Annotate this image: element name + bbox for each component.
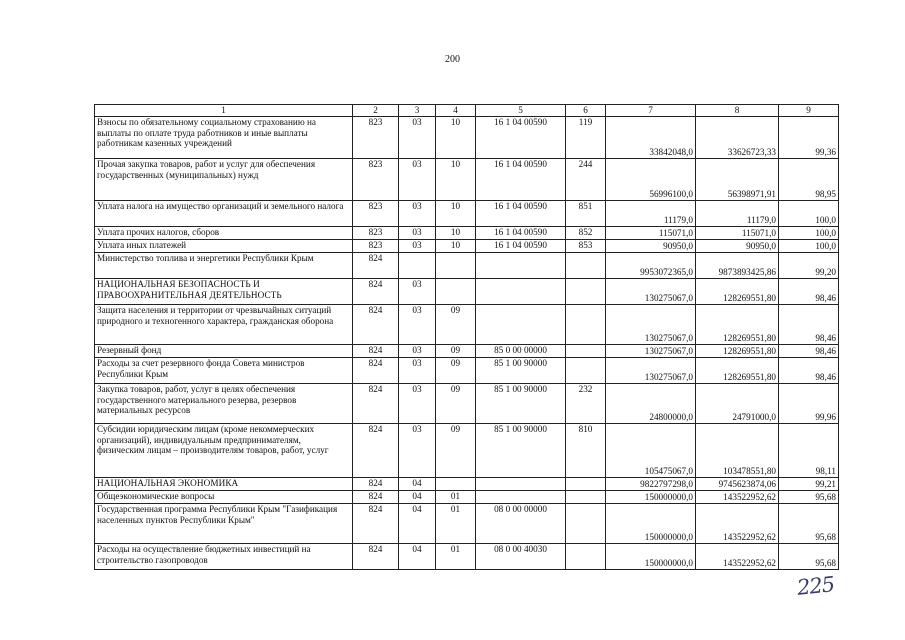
execution-percent-cell: 100,0 <box>779 201 839 227</box>
execution-percent-cell: 100,0 <box>779 240 839 253</box>
section-code-cell: 03 <box>399 240 436 253</box>
row-name-cell: Уплата иных платежей <box>95 240 353 253</box>
budget-execution-table <box>94 104 839 570</box>
header-cell: 7 <box>606 105 696 117</box>
target-item-cell <box>476 478 566 491</box>
ministry-code-cell: 823 <box>353 201 399 227</box>
section-code-cell: 03 <box>399 345 436 358</box>
row-name-cell: Взносы по обязательному социальному страхованию на выплаты по оплате труда работников и иные выплаты работникам казенных учреждений <box>95 117 353 159</box>
header-cell: 1 <box>95 105 353 117</box>
execution-percent-cell: 95,68 <box>779 504 839 544</box>
executed-amount-cell: 143522952,62 <box>696 504 779 544</box>
executed-amount-cell: 128269551,80 <box>696 345 779 358</box>
target-item-cell <box>476 491 566 504</box>
section-code-cell: 03 <box>399 305 436 345</box>
section-code-cell: 03 <box>399 384 436 424</box>
table-row <box>95 358 839 384</box>
section-code-cell: 04 <box>399 504 436 544</box>
table-row <box>95 504 839 544</box>
ministry-code-cell: 824 <box>353 491 399 504</box>
planned-amount-cell: 33842048,0 <box>606 117 696 159</box>
executed-amount-cell: 128269551,80 <box>696 279 779 305</box>
section-code-cell: 03 <box>399 117 436 159</box>
target-item-cell: 85 1 00 90000 <box>476 384 566 424</box>
page-number: 200 <box>445 54 460 65</box>
row-name-cell: Уплата прочих налогов, сборов <box>95 227 353 240</box>
section-code-cell: 03 <box>399 279 436 305</box>
target-item-cell: 85 1 00 90000 <box>476 424 566 478</box>
ministry-code-cell: 823 <box>353 240 399 253</box>
section-code-cell: 03 <box>399 227 436 240</box>
target-item-cell <box>476 253 566 279</box>
ministry-code-cell: 824 <box>353 544 399 570</box>
table-row <box>95 279 839 305</box>
subsection-code-cell: 10 <box>436 240 476 253</box>
ministry-code-cell: 823 <box>353 159 399 201</box>
planned-amount-cell: 130275067,0 <box>606 345 696 358</box>
planned-amount-cell: 130275067,0 <box>606 305 696 345</box>
header-cell: 5 <box>476 105 566 117</box>
table-row <box>95 253 839 279</box>
row-name-cell: Резервный фонд <box>95 345 353 358</box>
planned-amount-cell: 115071,0 <box>606 227 696 240</box>
header-cell: 6 <box>566 105 606 117</box>
table-row <box>95 491 839 504</box>
ministry-code-cell: 823 <box>353 227 399 240</box>
row-name-cell: Расходы за счет резервного фонда Совета министров Республики Крым <box>95 358 353 384</box>
expense-type-cell <box>566 504 606 544</box>
execution-percent-cell: 99,21 <box>779 478 839 491</box>
table-row <box>95 117 839 159</box>
expense-type-cell <box>566 544 606 570</box>
executed-amount-cell: 143522952,62 <box>696 544 779 570</box>
ministry-code-cell: 824 <box>353 424 399 478</box>
subsection-code-cell <box>436 253 476 279</box>
target-item-cell: 16 1 04 00590 <box>476 159 566 201</box>
table-row <box>95 478 839 491</box>
row-name-cell: Министерство топлива и энергетики Республики Крым <box>95 253 353 279</box>
row-name-cell: НАЦИОНАЛЬНАЯ БЕЗОПАСНОСТЬ И ПРАВООХРАНИТЕЛЬНАЯ ДЕЯТЕЛЬНОСТЬ <box>95 279 353 305</box>
executed-amount-cell: 128269551,80 <box>696 358 779 384</box>
expense-type-cell: 852 <box>566 227 606 240</box>
executed-amount-cell: 115071,0 <box>696 227 779 240</box>
executed-amount-cell: 56398971,91 <box>696 159 779 201</box>
subsection-code-cell: 10 <box>436 117 476 159</box>
executed-amount-cell: 33626723,33 <box>696 117 779 159</box>
expense-type-cell <box>566 305 606 345</box>
target-item-cell <box>476 305 566 345</box>
subsection-code-cell: 09 <box>436 345 476 358</box>
table-row <box>95 305 839 345</box>
target-item-cell: 08 0 00 40030 <box>476 544 566 570</box>
row-name-cell: Расходы на осуществление бюджетных инвестиций на строительство газопроводов <box>95 544 353 570</box>
ministry-code-cell: 824 <box>353 305 399 345</box>
expense-type-cell: 119 <box>566 117 606 159</box>
table-row <box>95 159 839 201</box>
planned-amount-cell: 9953072365,0 <box>606 253 696 279</box>
table-row <box>95 424 839 478</box>
target-item-cell: 16 1 04 00590 <box>476 201 566 227</box>
table-row <box>95 240 839 253</box>
expense-type-cell: 851 <box>566 201 606 227</box>
row-name-cell: Субсидии юридическим лицам (кроме некоммерческих организаций), индивидуальным предпринимателям, физическим лицам – производителям товаров, работ, услуг <box>95 424 353 478</box>
header-cell: 3 <box>399 105 436 117</box>
subsection-code-cell <box>436 279 476 305</box>
expense-type-cell <box>566 478 606 491</box>
planned-amount-cell: 130275067,0 <box>606 358 696 384</box>
expense-type-cell <box>566 279 606 305</box>
handwritten-page-number: 225 <box>795 572 836 600</box>
expense-type-cell: 232 <box>566 384 606 424</box>
row-name-cell: Защита населения и территории от чрезвычайных ситуаций природного и техногенного характера, гражданская оборона <box>95 305 353 345</box>
executed-amount-cell: 11179,0 <box>696 201 779 227</box>
planned-amount-cell: 150000000,0 <box>606 504 696 544</box>
execution-percent-cell: 99,20 <box>779 253 839 279</box>
target-item-cell <box>476 279 566 305</box>
executed-amount-cell: 90950,0 <box>696 240 779 253</box>
execution-percent-cell: 95,68 <box>779 544 839 570</box>
executed-amount-cell: 9873893425,86 <box>696 253 779 279</box>
ministry-code-cell: 824 <box>353 384 399 424</box>
section-code-cell: 04 <box>399 478 436 491</box>
subsection-code-cell: 01 <box>436 544 476 570</box>
executed-amount-cell: 103478551,80 <box>696 424 779 478</box>
subsection-code-cell: 10 <box>436 201 476 227</box>
execution-percent-cell: 98,46 <box>779 279 839 305</box>
target-item-cell: 16 1 04 00590 <box>476 117 566 159</box>
subsection-code-cell: 09 <box>436 384 476 424</box>
subsection-code-cell: 01 <box>436 504 476 544</box>
planned-amount-cell: 56996100,0 <box>606 159 696 201</box>
execution-percent-cell: 100,0 <box>779 227 839 240</box>
target-item-cell: 08 0 00 00000 <box>476 504 566 544</box>
table-row <box>95 227 839 240</box>
expense-type-cell <box>566 491 606 504</box>
subsection-code-cell <box>436 478 476 491</box>
planned-amount-cell: 90950,0 <box>606 240 696 253</box>
subsection-code-cell: 09 <box>436 305 476 345</box>
row-name-cell: Закупка товаров, работ, услуг в целях обеспечения государственного материального резерва, резервов материальных ресурсов <box>95 384 353 424</box>
expense-type-cell <box>566 253 606 279</box>
expense-type-cell <box>566 358 606 384</box>
execution-percent-cell: 98,95 <box>779 159 839 201</box>
target-item-cell: 85 0 00 00000 <box>476 345 566 358</box>
ministry-code-cell: 823 <box>353 117 399 159</box>
expense-type-cell <box>566 345 606 358</box>
row-name-cell: Государственная программа Республики Крым "Газификация населенных пунктов Республики Крым" <box>95 504 353 544</box>
execution-percent-cell: 98,46 <box>779 358 839 384</box>
header-cell: 9 <box>779 105 839 117</box>
executed-amount-cell: 24791000,0 <box>696 384 779 424</box>
row-name-cell: Уплата налога на имущество организаций и земельного налога <box>95 201 353 227</box>
expense-type-cell: 853 <box>566 240 606 253</box>
execution-percent-cell: 98,46 <box>779 305 839 345</box>
execution-percent-cell: 99,36 <box>779 117 839 159</box>
section-code-cell <box>399 253 436 279</box>
ministry-code-cell: 824 <box>353 504 399 544</box>
row-name-cell: Прочая закупка товаров, работ и услуг для обеспечения государственных (муниципальных) нужд <box>95 159 353 201</box>
subsection-code-cell: 10 <box>436 227 476 240</box>
table-header-row <box>95 105 839 117</box>
ministry-code-cell: 824 <box>353 478 399 491</box>
subsection-code-cell: 09 <box>436 424 476 478</box>
target-item-cell: 85 1 00 90000 <box>476 358 566 384</box>
executed-amount-cell: 143522952,62 <box>696 491 779 504</box>
section-code-cell: 03 <box>399 358 436 384</box>
table-row <box>95 345 839 358</box>
planned-amount-cell: 24800000,0 <box>606 384 696 424</box>
header-cell: 8 <box>696 105 779 117</box>
section-code-cell: 03 <box>399 201 436 227</box>
planned-amount-cell: 9822797298,0 <box>606 478 696 491</box>
target-item-cell: 16 1 04 00590 <box>476 240 566 253</box>
expense-type-cell: 244 <box>566 159 606 201</box>
header-cell: 4 <box>436 105 476 117</box>
subsection-code-cell: 10 <box>436 159 476 201</box>
table-row <box>95 384 839 424</box>
ministry-code-cell: 824 <box>353 279 399 305</box>
planned-amount-cell: 130275067,0 <box>606 279 696 305</box>
target-item-cell: 16 1 04 00590 <box>476 227 566 240</box>
subsection-code-cell: 09 <box>436 358 476 384</box>
section-code-cell: 03 <box>399 159 436 201</box>
planned-amount-cell: 150000000,0 <box>606 491 696 504</box>
planned-amount-cell: 105475067,0 <box>606 424 696 478</box>
row-name-cell: НАЦИОНАЛЬНАЯ ЭКОНОМИКА <box>95 478 353 491</box>
executed-amount-cell: 128269551,80 <box>696 305 779 345</box>
execution-percent-cell: 95,68 <box>779 491 839 504</box>
table-row <box>95 201 839 227</box>
executed-amount-cell: 9745623874,06 <box>696 478 779 491</box>
planned-amount-cell: 11179,0 <box>606 201 696 227</box>
execution-percent-cell: 99,96 <box>779 384 839 424</box>
section-code-cell: 04 <box>399 491 436 504</box>
expense-type-cell: 810 <box>566 424 606 478</box>
section-code-cell: 03 <box>399 424 436 478</box>
planned-amount-cell: 150000000,0 <box>606 544 696 570</box>
header-cell: 2 <box>353 105 399 117</box>
ministry-code-cell: 824 <box>353 253 399 279</box>
ministry-code-cell: 824 <box>353 358 399 384</box>
subsection-code-cell: 01 <box>436 491 476 504</box>
execution-percent-cell: 98,11 <box>779 424 839 478</box>
table-body <box>95 117 839 570</box>
table-row <box>95 544 839 570</box>
ministry-code-cell: 824 <box>353 345 399 358</box>
section-code-cell: 04 <box>399 544 436 570</box>
row-name-cell: Общеэкономические вопросы <box>95 491 353 504</box>
execution-percent-cell: 98,46 <box>779 345 839 358</box>
